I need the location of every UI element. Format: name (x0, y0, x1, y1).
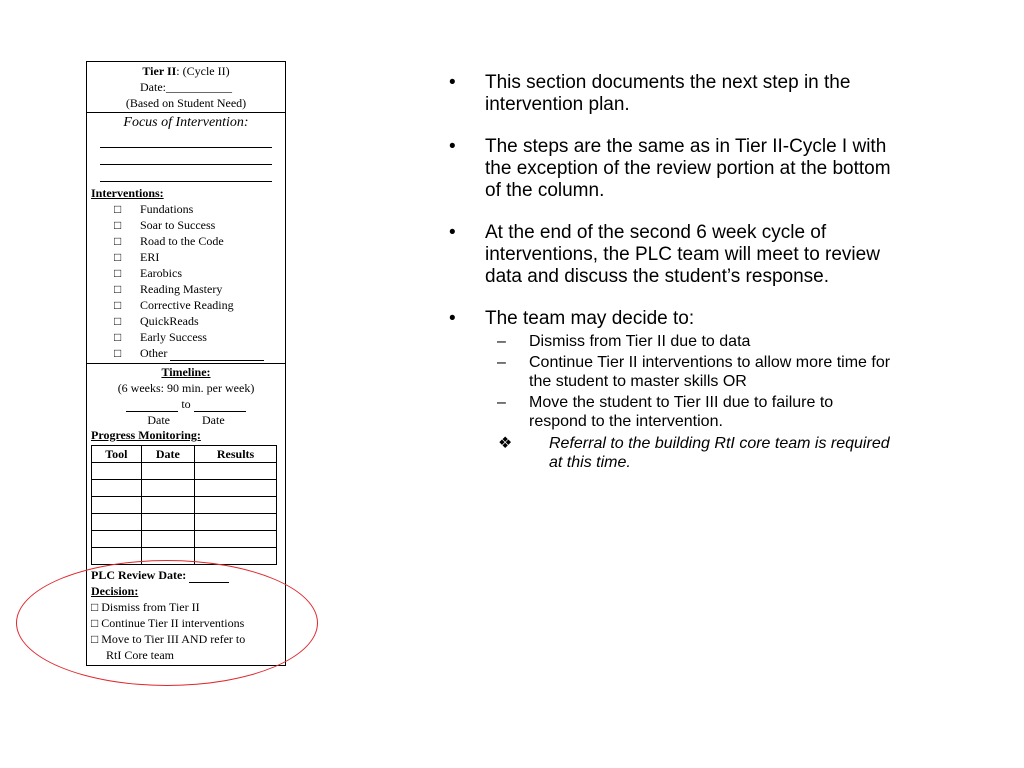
column-header-date: Date (141, 446, 194, 463)
decision-option[interactable]: □ Move to Tier III AND refer to (91, 632, 246, 646)
intervention-item[interactable] (87, 265, 285, 281)
interventions-title: Interventions: (91, 186, 164, 200)
dash-icon: – (497, 354, 506, 371)
table-row (92, 531, 277, 548)
table-cell[interactable] (141, 514, 194, 531)
dash-icon: – (497, 333, 506, 350)
table-row (92, 548, 277, 565)
referral-note (445, 434, 895, 472)
timeline-date-range (87, 396, 285, 412)
decision-label: Decision: (91, 584, 139, 598)
timeline-block (87, 364, 285, 428)
table-cell[interactable] (141, 548, 194, 565)
checkbox-icon[interactable]: □ (114, 218, 122, 232)
table-cell[interactable] (92, 548, 142, 565)
timeline-title: Timeline: (161, 365, 211, 379)
sub-item (445, 393, 895, 431)
checkbox-icon[interactable]: □ (114, 202, 122, 216)
intervention-label: Earobics (140, 266, 182, 280)
intervention-form (86, 61, 286, 666)
start-date-label: Date (147, 413, 170, 427)
table-cell[interactable] (195, 548, 277, 565)
other-blank-field[interactable] (170, 349, 264, 361)
focus-title: Focus of Intervention: (123, 115, 249, 130)
column-header-tool: Tool (92, 446, 142, 463)
table-cell[interactable] (195, 514, 277, 531)
intervention-item[interactable] (87, 297, 285, 313)
decision-option-continuation: RtI Core team (106, 648, 174, 662)
focus-line-1[interactable] (100, 131, 272, 148)
table-cell[interactable] (195, 463, 277, 480)
bullet-text: The steps are the same as in Tier II-Cycle I with the exception of the review portion at the bottom of the column. (485, 136, 891, 201)
checkbox-icon[interactable]: □ (114, 250, 122, 264)
sub-item (445, 332, 895, 351)
monitoring-section (87, 364, 285, 665)
checkbox-icon[interactable]: □ (114, 266, 122, 280)
date-field[interactable]: Date:___________ (140, 80, 232, 94)
intervention-item[interactable] (87, 201, 285, 217)
intervention-item[interactable] (87, 233, 285, 249)
table-row (92, 480, 277, 497)
dash-icon: – (497, 394, 506, 411)
checkbox-icon[interactable]: □ (114, 234, 122, 248)
table-header-row (92, 446, 277, 463)
bullet-item (445, 222, 895, 288)
bullet-item (445, 72, 895, 116)
interventions-section (87, 113, 285, 364)
checkbox-icon[interactable]: □ (114, 314, 122, 328)
basis-label: (Based on Student Need) (125, 96, 247, 110)
checkbox-icon[interactable]: □ (114, 346, 122, 360)
table-cell[interactable] (195, 497, 277, 514)
intervention-item[interactable] (87, 281, 285, 297)
plc-review-date-field[interactable] (189, 570, 229, 583)
intervention-label: ERI (140, 250, 160, 264)
bullet-icon: • (449, 72, 456, 93)
checkbox-icon[interactable]: □ (114, 282, 122, 296)
table-cell[interactable] (141, 497, 194, 514)
bullet-icon: • (449, 136, 456, 157)
bullet-text: This section documents the next step in the intervention plan. (485, 72, 851, 115)
end-date-label: Date (202, 413, 225, 427)
intervention-label: Early Success (140, 330, 207, 344)
table-row (92, 514, 277, 531)
intervention-label: Other (140, 346, 168, 360)
referral-text: Referral to the building RtI core team is required at this time. (549, 435, 890, 471)
checkbox-icon[interactable]: □ (114, 330, 122, 344)
focus-block (87, 113, 285, 186)
table-cell[interactable] (92, 531, 142, 548)
table-cell[interactable] (141, 480, 194, 497)
bullet-icon: • (449, 222, 456, 243)
focus-line-3[interactable] (100, 165, 272, 182)
intervention-label: Soar to Success (140, 218, 216, 232)
interventions-list (87, 201, 285, 363)
table-cell[interactable] (92, 480, 142, 497)
diamond-icon: ❖ (498, 435, 513, 452)
table-row (92, 463, 277, 480)
cycle-label: : (Cycle II) (176, 64, 230, 78)
end-date-field[interactable] (194, 400, 246, 412)
bullet-text: At the end of the second 6 week cycle of interventions, the PLC team will meet to review data and discuss the student’s response. (485, 222, 880, 287)
timeline-detail: (6 weeks: 90 min. per week) (117, 381, 255, 395)
table-cell[interactable] (141, 531, 194, 548)
intervention-item[interactable] (87, 249, 285, 265)
column-header-results: Results (195, 446, 277, 463)
bullet-item (445, 308, 895, 330)
intervention-label: Corrective Reading (140, 298, 234, 312)
decision-option[interactable]: □ Dismiss from Tier II (91, 600, 200, 614)
sub-text: Continue Tier II interventions to allow more time for the student to master skills OR (529, 354, 891, 390)
progress-title: Progress Monitoring: (91, 428, 201, 442)
intervention-label: QuickReads (140, 314, 199, 328)
form-header (87, 62, 285, 113)
bullet-icon: • (449, 308, 456, 329)
plc-review-label: PLC Review Date: (91, 568, 187, 582)
intervention-item[interactable] (87, 345, 285, 361)
intervention-item[interactable] (87, 313, 285, 329)
sub-item (445, 353, 895, 391)
progress-table (91, 445, 277, 565)
to-label: to (181, 397, 191, 411)
sub-text: Move the student to Tier III due to failure to respond to the intervention. (529, 394, 834, 430)
tier-label: Tier II (142, 64, 177, 78)
intervention-label: Reading Mastery (140, 282, 223, 296)
bullet-text: The team may decide to: (485, 308, 695, 329)
bullet-item (445, 136, 895, 202)
date-labels (87, 412, 285, 428)
table-cell[interactable] (141, 463, 194, 480)
table-cell[interactable] (92, 463, 142, 480)
table-cell[interactable] (195, 480, 277, 497)
decision-option[interactable]: □ Continue Tier II interventions (91, 616, 245, 630)
sub-text: Dismiss from Tier II due to data (529, 333, 751, 350)
table-row (92, 497, 277, 514)
focus-line-2[interactable] (100, 148, 272, 165)
review-block (87, 565, 285, 665)
intervention-label: Road to the Code (140, 234, 224, 248)
intervention-item[interactable] (87, 217, 285, 233)
notes-panel (445, 72, 895, 472)
intervention-item[interactable] (87, 329, 285, 345)
checkbox-icon[interactable]: □ (114, 298, 122, 312)
plc-review-row (91, 567, 281, 583)
table-cell[interactable] (92, 497, 142, 514)
table-cell[interactable] (195, 531, 277, 548)
start-date-field[interactable] (126, 400, 178, 412)
table-cell[interactable] (92, 514, 142, 531)
intervention-label: Fundations (140, 202, 194, 216)
